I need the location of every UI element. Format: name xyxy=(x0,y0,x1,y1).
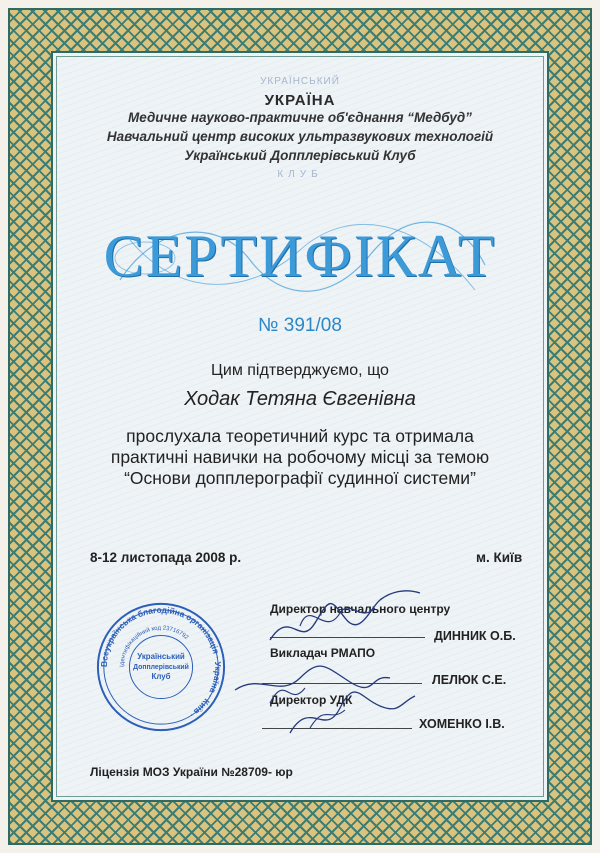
org-line-1: Медичне науково-практичне об'єднання “Медбуд” xyxy=(128,110,472,125)
watermark-bottom: КЛУБ xyxy=(277,169,323,180)
certificate-number: № 391/08 xyxy=(258,315,342,336)
svg-text:Всеукраїнська благодійна орган: Всеукраїнська благодійна організація · Україна · Київ · xyxy=(98,604,224,721)
signature-name-director: ДИННИК О.Б. xyxy=(434,629,516,643)
signature-title-director: Директор навчального центру xyxy=(270,602,451,616)
certificate-title: СЕРТИФІКАТ xyxy=(103,223,497,289)
course-city: м. Київ xyxy=(476,550,523,565)
org-line-3: Український Допплерівський Клуб xyxy=(184,148,416,163)
signature-name-udk: ХОМЕНКО І.В. xyxy=(419,717,505,731)
body-line-3: “Основи допплерографії судинної системи” xyxy=(124,468,476,488)
svg-text:Допплерівський: Допплерівський xyxy=(133,663,189,671)
watermark-top: УКРАЇНСЬКИЙ xyxy=(260,76,340,87)
course-date: 8-12 листопада 2008 р. xyxy=(90,550,242,565)
body-line-2: практичні навички на робочому місці за темою xyxy=(110,447,490,467)
svg-text:Український: Український xyxy=(137,652,185,662)
org-line-2: Навчальний центр високих ультразвукових технологій xyxy=(106,129,494,144)
confirm-text: Цим підтверджуємо, що xyxy=(211,362,389,379)
signature-title-udk: Директор УДК xyxy=(270,693,353,707)
country-heading: УКРАЇНА xyxy=(264,92,336,109)
handwritten-signatures xyxy=(230,578,430,748)
recipient-name: Ходак Тетяна Євгенівна xyxy=(184,388,416,410)
svg-text:Клуб: Клуб xyxy=(151,671,171,681)
license-text: Ліцензія МОЗ України №28709- юр xyxy=(90,765,293,779)
organization-seal xyxy=(92,598,230,736)
svg-text:Ідентифікаційний код 23716792: Ідентифікаційний код 23716792 xyxy=(119,625,190,668)
signature-title-lecturer: Викладач РМАПО xyxy=(270,646,376,660)
body-line-1: прослухала теоретичний курс та отримала xyxy=(126,426,474,446)
signature-name-lecturer: ЛЕЛЮК С.Е. xyxy=(432,673,507,687)
